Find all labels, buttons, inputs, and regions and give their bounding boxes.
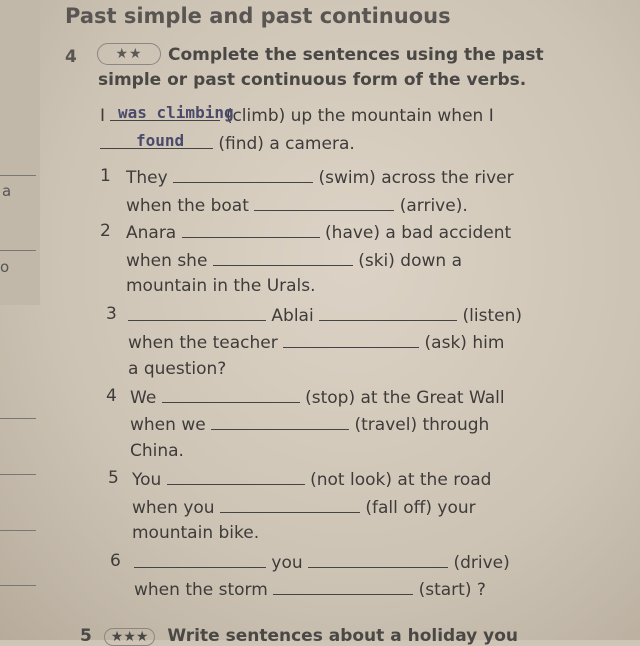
sentence-text: when the storm xyxy=(134,580,268,600)
answer-blank[interactable] xyxy=(134,551,266,568)
previous-page-panel xyxy=(0,0,40,305)
sentence-text: when we xyxy=(130,415,206,435)
answer-blank[interactable] xyxy=(273,578,413,595)
item-number: 1 xyxy=(100,166,111,186)
sentence-line xyxy=(132,468,491,490)
item-number: 3 xyxy=(106,304,117,324)
left-fragment-o: o xyxy=(0,258,10,276)
sentence-text: you xyxy=(271,553,303,573)
answer-blank[interactable] xyxy=(173,166,313,183)
sentence-line xyxy=(128,331,504,353)
difficulty-stars: ★★ xyxy=(97,43,161,65)
sentence-text: when the teacher xyxy=(128,333,278,353)
sentence-text: (ski) down a xyxy=(358,251,463,271)
sentence-text: (drive) xyxy=(453,553,510,573)
sentence-text: (stop) at the Great Wall xyxy=(305,388,505,408)
example-text-2: (find) a camera. xyxy=(218,134,355,154)
sentence-line xyxy=(126,249,462,271)
sentence-line xyxy=(126,221,511,243)
sentence-text: (listen) xyxy=(462,306,522,326)
sentence-text: (swim) across the river xyxy=(318,168,514,188)
answer-blank[interactable] xyxy=(167,468,305,485)
sentence-text: (travel) through xyxy=(354,415,490,435)
sentence-text: when she xyxy=(126,251,208,271)
sentence-line: China. xyxy=(130,441,184,461)
sentence-text: (fall off) your xyxy=(365,498,476,518)
example-start: I xyxy=(100,106,106,126)
sentence-text: We xyxy=(130,388,157,408)
sentence-text: when the boat xyxy=(126,196,249,216)
answer-blank[interactable] xyxy=(182,221,320,238)
answer-blank[interactable] xyxy=(213,249,353,266)
sentence-text: Ablai xyxy=(271,306,314,326)
sentence-line xyxy=(126,166,514,188)
sentence-text: (start) ? xyxy=(418,580,486,600)
answer-blank[interactable] xyxy=(211,413,349,430)
sentence-text: They xyxy=(126,168,168,188)
example-text-1: (climb) up the mountain when I xyxy=(225,106,494,126)
sentence-text: when you xyxy=(132,498,215,518)
margin-line xyxy=(0,585,36,586)
next-exercise-number: 5 xyxy=(80,626,92,646)
item-number: 4 xyxy=(106,386,117,406)
margin-line xyxy=(0,530,36,531)
instruction-line-2: simple or past continuous form of the verbs. xyxy=(98,70,527,90)
exercise-number: 4 xyxy=(65,47,77,67)
sentence-line xyxy=(132,496,476,518)
instruction-line-1: Complete the sentences using the past xyxy=(168,45,544,65)
margin-line xyxy=(0,175,36,176)
item-number: 6 xyxy=(110,551,121,571)
sentence-line xyxy=(130,413,489,435)
handwritten-answer-2: found xyxy=(136,131,185,150)
margin-line xyxy=(0,474,36,475)
sentence-line xyxy=(134,578,486,600)
next-exercise-text: Write sentences about a holiday you xyxy=(167,626,519,646)
sentence-line xyxy=(130,386,505,408)
sentence-text: (have) a bad accident xyxy=(325,223,512,243)
sentence-text: (not look) at the road xyxy=(310,470,492,490)
sentence-text: (arrive). xyxy=(399,196,468,216)
item-number: 5 xyxy=(108,468,119,488)
sentence-line: mountain bike. xyxy=(132,523,260,543)
section-heading: Past simple and past continuous xyxy=(65,4,451,28)
sentence-line: a question? xyxy=(128,359,227,379)
answer-blank[interactable] xyxy=(308,551,448,568)
sentence-line xyxy=(126,194,468,216)
sentence-line xyxy=(128,304,522,326)
answer-blank[interactable] xyxy=(319,304,457,321)
margin-line xyxy=(0,250,36,251)
answer-blank[interactable] xyxy=(128,304,266,321)
next-exercise-fragment xyxy=(80,626,518,646)
next-exercise-stars: ★★★ xyxy=(104,628,156,646)
handwritten-answer-1: was climbing xyxy=(118,103,234,122)
sentence-line: mountain in the Urals. xyxy=(126,276,316,296)
margin-line xyxy=(0,418,36,419)
answer-blank[interactable] xyxy=(162,386,300,403)
sentence-line xyxy=(134,551,510,573)
sentence-text: Anara xyxy=(126,223,177,243)
answer-blank[interactable] xyxy=(283,331,419,348)
left-fragment-a: a xyxy=(2,182,12,200)
answer-blank[interactable] xyxy=(254,194,394,211)
answer-blank[interactable] xyxy=(220,496,360,513)
sentence-text: You xyxy=(132,470,162,490)
sentence-text: (ask) him xyxy=(424,333,505,353)
item-number: 2 xyxy=(100,221,111,241)
